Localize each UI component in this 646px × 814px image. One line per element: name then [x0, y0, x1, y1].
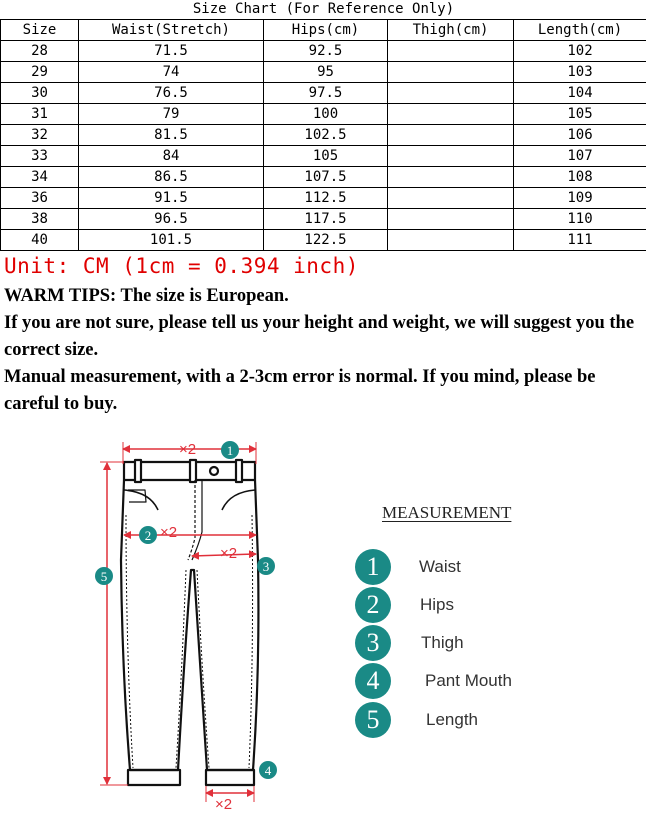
table-cell: 79 [79, 104, 264, 125]
waist-multiplier: ×2 [179, 441, 197, 458]
table-cell: 29 [1, 62, 79, 83]
table-cell: 112.5 [264, 188, 388, 209]
table-cell: 96.5 [79, 209, 264, 230]
table-cell: 107.5 [264, 167, 388, 188]
table-cell: 84 [79, 146, 264, 167]
table-cell: 28 [1, 41, 79, 62]
legend-label: Length [426, 710, 478, 729]
table-header-row [1, 20, 646, 41]
table-cell: 74 [79, 62, 264, 83]
table-cell: 71.5 [79, 41, 264, 62]
table-cell: 102 [514, 41, 646, 62]
table-cell: 40 [1, 230, 79, 251]
table-title: Size Chart (For Reference Only) [1, 0, 646, 20]
table-cell: 111 [514, 230, 646, 251]
column-header: Length(cm) [514, 20, 646, 41]
mouth-multiplier: ×2 [215, 796, 233, 813]
marker-thigh [257, 557, 275, 575]
table-cell: 38 [1, 209, 79, 230]
table-cell: 102.5 [264, 125, 388, 146]
table-row [1, 62, 646, 83]
legend-item-pant-mouth [355, 663, 615, 699]
marker-length [95, 567, 113, 585]
table-cell: 95 [264, 62, 388, 83]
table-row [1, 83, 646, 104]
table-cell: 104 [514, 83, 646, 104]
table-row [1, 230, 646, 251]
table-row [1, 167, 646, 188]
table-cell: 33 [1, 146, 79, 167]
svg-text:1: 1 [226, 443, 234, 458]
table-row [1, 209, 646, 230]
legend-number: 2 [355, 587, 391, 623]
table-cell: 109 [514, 188, 646, 209]
table-cell: 101.5 [79, 230, 264, 251]
table-cell: 76.5 [79, 83, 264, 104]
legend-number: 4 [355, 663, 391, 699]
column-header: Size [1, 20, 79, 41]
legend-item-length [355, 702, 615, 738]
table-cell: 34 [1, 167, 79, 188]
table-cell: 36 [1, 188, 79, 209]
table-cell: 105 [264, 146, 388, 167]
tip-suggest-size: If you are not sure, please tell us your height and weight, we will suggest you the correct size. [4, 313, 635, 360]
size-chart-table [0, 0, 646, 251]
legend-item-hips [355, 587, 615, 623]
table-cell: 32 [1, 125, 79, 146]
table-cell [388, 167, 514, 188]
column-header: Thigh(cm) [388, 20, 514, 41]
table-row [1, 146, 646, 167]
table-cell: 91.5 [79, 188, 264, 209]
table-cell: 106 [514, 125, 646, 146]
table-cell: 92.5 [264, 41, 388, 62]
legend-label: Thigh [421, 633, 464, 652]
table-cell [388, 41, 514, 62]
warm-tips [4, 283, 644, 418]
legend-label: Pant Mouth [425, 671, 512, 690]
thigh-multiplier: ×2 [220, 545, 238, 562]
legend-number: 3 [355, 625, 391, 661]
table-cell [388, 125, 514, 146]
table-row [1, 188, 646, 209]
table-row [1, 41, 646, 62]
marker-pant-mouth [259, 761, 277, 779]
table-cell [388, 230, 514, 251]
table-cell: 103 [514, 62, 646, 83]
legend-title: MEASUREMENT [382, 503, 512, 522]
table-cell: 117.5 [264, 209, 388, 230]
table-cell [388, 146, 514, 167]
column-header: Hips(cm) [264, 20, 388, 41]
legend-label: Hips [420, 595, 455, 614]
svg-text:3: 3 [262, 559, 270, 574]
svg-text:4: 4 [264, 763, 272, 778]
legend-number: 5 [355, 702, 391, 738]
table-cell [388, 104, 514, 125]
legend-item-waist [355, 549, 615, 585]
marker-waist [221, 441, 239, 459]
unit-note: Unit: CM (1cm = 0.394 inch) [4, 254, 359, 278]
table-cell [388, 62, 514, 83]
pants-illustration [121, 460, 258, 785]
table-cell: 105 [514, 104, 646, 125]
table-cell: 31 [1, 104, 79, 125]
legend-label: Waist [419, 557, 461, 576]
legend-item-thigh [355, 625, 615, 661]
marker-hips [139, 526, 157, 544]
table-cell: 30 [1, 83, 79, 104]
legend-number: 1 [355, 549, 391, 585]
table-cell: 86.5 [79, 167, 264, 188]
table-cell: 107 [514, 146, 646, 167]
table-title-row [1, 0, 646, 20]
table-cell: 108 [514, 167, 646, 188]
table-cell: 81.5 [79, 125, 264, 146]
table-cell [388, 209, 514, 230]
table-cell: 110 [514, 209, 646, 230]
table-cell: 100 [264, 104, 388, 125]
table-cell: 122.5 [264, 230, 388, 251]
table-cell [388, 83, 514, 104]
svg-text:2: 2 [144, 528, 152, 543]
svg-text:5: 5 [100, 569, 108, 584]
hips-multiplier: ×2 [160, 524, 178, 541]
table-row [1, 104, 646, 125]
table-cell [388, 188, 514, 209]
tip-measurement-error: Manual measurement, with a 2-3cm error is normal. If you mind, please be careful to buy. [4, 367, 596, 414]
tip-european: WARM TIPS: The size is European. [4, 286, 289, 306]
table-cell: 97.5 [264, 83, 388, 104]
column-header: Waist(Stretch) [79, 20, 264, 41]
table-row [1, 125, 646, 146]
